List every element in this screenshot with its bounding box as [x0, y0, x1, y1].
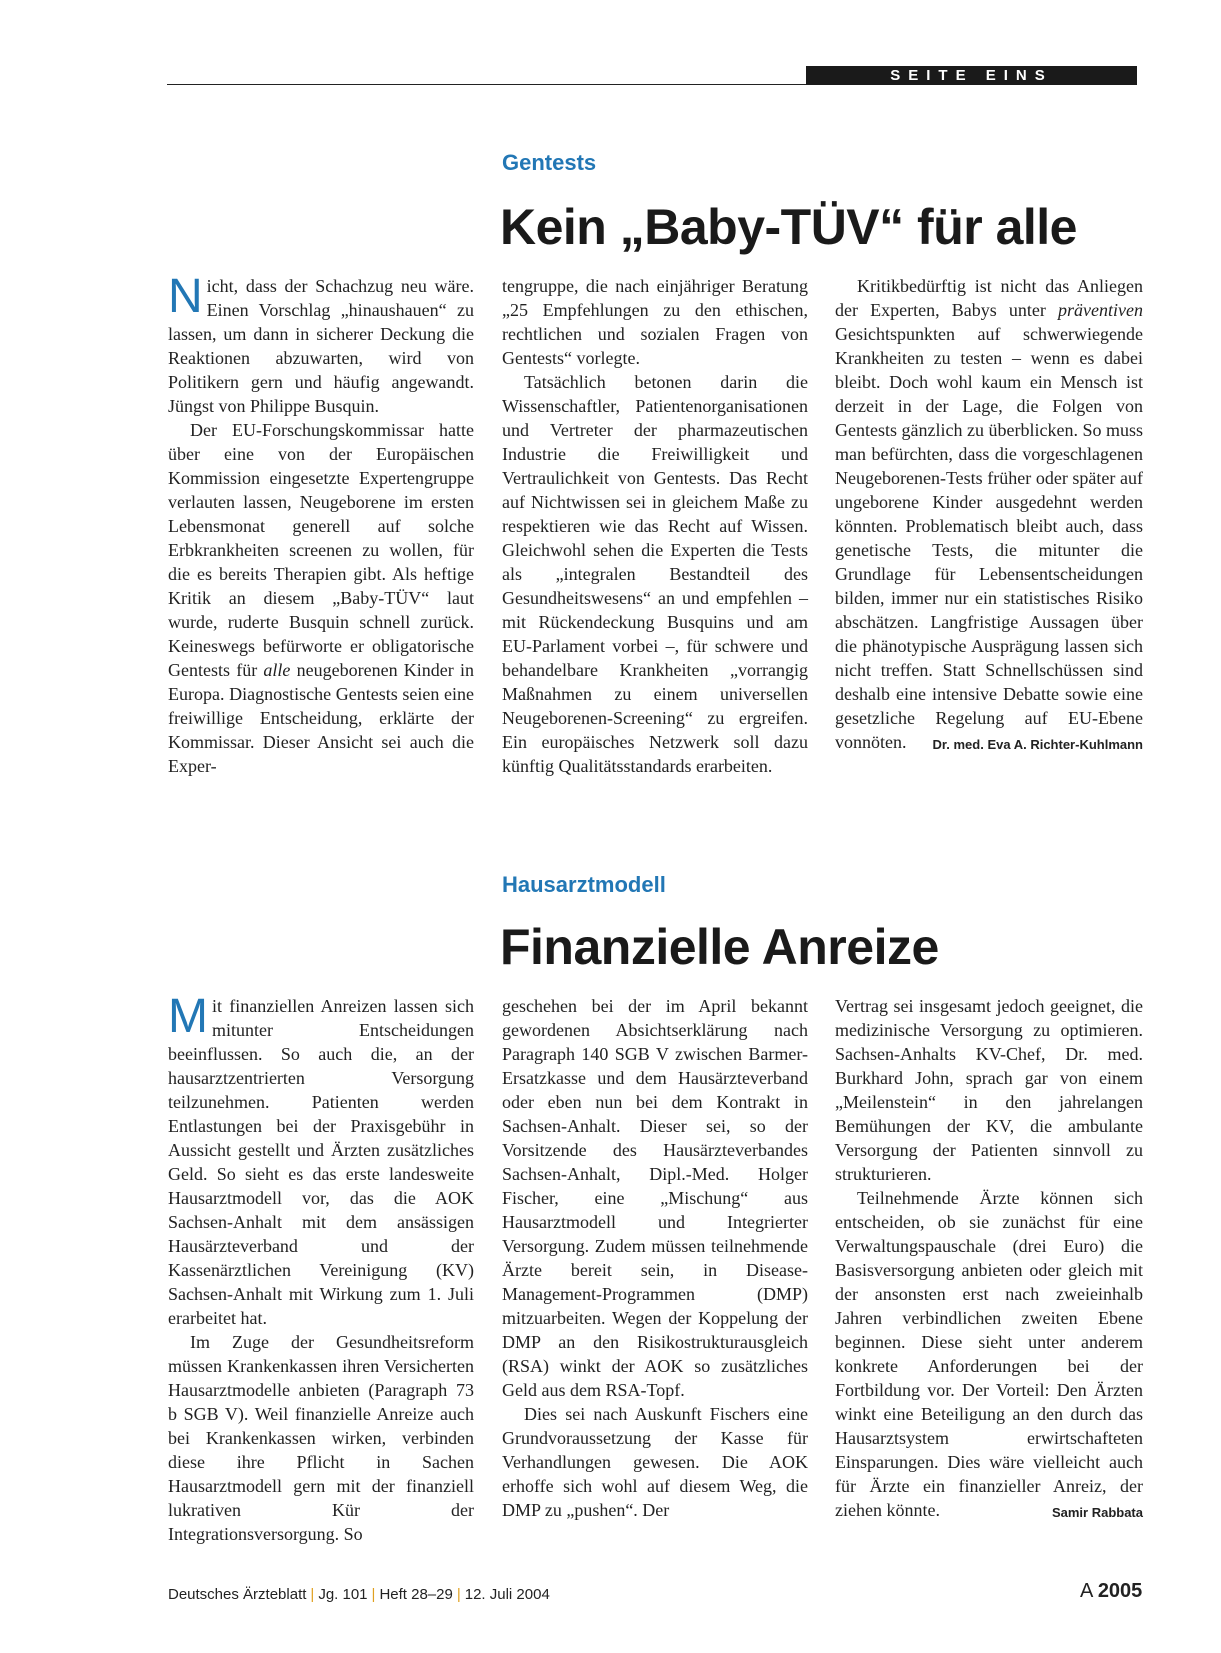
page-number-value: 2005	[1097, 1580, 1143, 1602]
article1-c1-p1-text: icht, dass der Schachzug neu wäre. Einen Vorschlag „hinaushauen“ zu lassen, um dann in sicherer Deckung die Reaktionen abzuwarten, wird von Politikern gern und häufig angewandt. Jüngst von Philippe Busquin.	[168, 276, 474, 416]
article1-kicker: Gentests	[502, 150, 597, 175]
article1-column2	[502, 274, 808, 778]
section-label: SEITE EINS	[806, 66, 1137, 85]
footer	[168, 1586, 550, 1603]
article2-c3-p2-text: Teilnehmende Ärzte können sich entscheiden, ob sie zunächst für eine Verwaltungspauschale (drei Euro) die Basisversorgung anbieten oder gleich mit der ansonsten erst nach zweieinhalb Jahren verbindlichen zweiten Ebene beginnen. Diese sieht unter anderem konkrete Anforderungen bei der Fortbildung vor. Der Vorteil: Den Ärzten winkt eine Beteiligung an den durch das Hausarztsystem erwirtschafteten Einsparungen. Dies wäre vielleicht auch für Ärzte ein finanzieller Anreiz, der ziehen könnte.	[835, 1188, 1143, 1520]
article1-c3-p1	[835, 274, 1143, 754]
article1-column1	[168, 270, 475, 778]
article1-c2-p2: Tatsächlich betonen darin die Wissenschaftler, Patientenorganisationen und Vertreter der pharmazeutischen Industrie die Freiwilligkeit und Vertraulichkeit von Gentests. Das Recht auf Nichtwissen sei in gleichem Maße zu respektieren wie das Recht auf Wissen. Gleichwohl sehen die Experten die Tests als „integralen Bestandteil des Gesundheitswesens“ an und empfehlen – mit Rückendeckung Busquins und am EU-Parlament vorbei –, für schwere und behandelbare Krankheiten „vorrangig Maßnahmen zu einem universellen Neugeborenen-Screening“ zu ergreifen. Ein europäisches Netzwerk soll dazu künftig Qualitätsstandards erarbeiten.	[502, 372, 808, 776]
article2-author: Samir Rabbata	[1051, 1505, 1143, 1520]
article1-c1-em: alle	[263, 660, 291, 680]
footer-separator: |	[371, 1586, 376, 1603]
article1-c3-em: präventiven	[1058, 300, 1143, 320]
article1-c2-p1: tengruppe, die nach einjähriger Beratung „25 Empfehlungen zu den ethischen, rechtlichen und sozialen Fragen von Gentests“ vorlegte.	[502, 276, 808, 368]
article2-column3	[835, 994, 1143, 1525]
article1-dropcap: N	[168, 270, 203, 323]
article2-dropcap: M	[168, 990, 208, 1043]
article1-c1-p1	[168, 270, 474, 418]
article2-c3-p1: Vertrag sei insgesamt jedoch geeignet, die medizinische Versorgung zu optimieren. Sachsen-Anhalts KV-Chef, Dr. med. Burkhard John, sprach gar von einem „Meilenstein“ in den jahrelangen Bemühungen der KV, die ambulante Versorgung der Patienten sinnvoll zu strukturieren.	[835, 996, 1143, 1184]
footer-date: 12. Juli 2004	[464, 1586, 550, 1603]
article2-column2	[502, 994, 808, 1522]
article2-kicker: Hausarztmodell	[502, 872, 666, 897]
article1-c3-b: Gesichtspunkten auf schwerwiegende Krankheiten zu testen – wenn es dabei bleibt. Doch wohl kaum ein Mensch ist derzeit in der Lage, die Folgen von Gentests gänzlich zu überblicken. So muss man befürchten, dass die vorgeschlagenen Neugeborenen-Tests früher oder später auf ungeborene Kinder ausgedehnt werden könnten. Problematisch bleibt auch, dass genetische Tests, die mitunter die Grundlage für Lebensentscheidungen bilden, immer nur ein statistisches Risiko abschätzen. Langfristige Aussagen über die phänotypische Ausprägung lassen sich nicht treffen. Statt Schnellschüssen sind deshalb eine intensive Debatte sowie eine gesetzliche Regelung auf EU-Ebene vonnöten.	[835, 324, 1143, 752]
article2-c3-p2	[835, 1186, 1143, 1522]
article2-c1-p1	[168, 990, 474, 1330]
article1-c1-p2b: neugeborenen Kinder in Europa. Diagnostische Gentests seien eine freiwillige Entscheidung, erklärte der Kommissar. Dieser Ansicht sei auch die Exper-	[168, 660, 475, 776]
footer-separator: |	[310, 1586, 315, 1603]
article1-c1-p2	[168, 418, 474, 778]
article1-c3-a: Kritikbedürftig ist nicht das Anliegen der Experten, Babys unter	[835, 276, 1143, 320]
article2-c1-p2: Im Zuge der Gesundheitsreform müssen Krankenkassen ihren Versicherten Hausarztmodelle anbieten (Paragraph 73 b SGB V). Weil finanzielle Anreize auch bei Krankenkassen wirken, verbinden diese ihre Pflicht in Sachen Hausarztmodell gern mit der finanziell lukrativen Kür der Integrationsversorgung. So	[168, 1332, 474, 1544]
page-prefix: A	[1080, 1580, 1093, 1602]
article1-author: Dr. med. Eva A. Richter-Kuhlmann	[932, 737, 1143, 752]
footer-volume: Jg. 101	[318, 1586, 368, 1603]
article1-column3	[835, 274, 1143, 757]
article2-headline: Finanzielle Anreize	[500, 919, 939, 975]
article1-c1-p2a: Der EU-Forschungskommissar hatte über eine von der Europäischen Kommission eingesetzte Expertengruppe verlauten lassen, Neugeborene im ersten Lebensmonat generell auf solche Erbkrankheiten screenen zu wollen, für die es bereits Therapien gibt. Als heftige Kritik an diesem „Baby-TÜV“ laut wurde, ruderte Busquin schnell zurück. Keineswegs befürworte er obligatorische Gentests für	[168, 420, 474, 680]
footer-issue: Heft 28–29	[379, 1586, 453, 1603]
footer-journal: Deutsches Ärzteblatt	[168, 1586, 307, 1603]
article2-c1-p1-text: it finanziellen Anreizen lassen sich mitunter Entscheidungen beeinflussen. So auch die, an der hausarztzentrierten Versorgung teilzunehmen. Patienten werden Entlastungen bei der Praxisgebühr in Aussicht gestellt und Ärzten zusätzliches Geld. So sieht es das erste landesweite Hausarztmodell vor, das die AOK Sachsen-Anhalt mit dem ansässigen Hausärzteverband und der Kassenärztlichen Vereinigung (KV) Sachsen-Anhalt mit Wirkung zum 1. Juli erarbeitet hat.	[168, 996, 474, 1328]
footer-separator: |	[456, 1586, 461, 1603]
page-number	[1080, 1580, 1142, 1603]
article2-c2-p1: geschehen bei der im April bekannt gewordenen Absichtserklärung nach Paragraph 140 SGB V zwischen Barmer-Ersatzkasse und dem Hausärzteverband oder eben nun bei dem Kontrakt in Sachsen-Anhalt. Dieser sei, so der Vorsitzende des Hausärzteverbandes Sachsen-Anhalt, Dipl.-Med. Holger Fischer, eine „Mischung“ aus Hausarztmodell und Integrierter Versorgung. Zudem müssen teilnehmende Ärzte bereit sein, in Disease-Management-Programmen (DMP) mitzuarbeiten. Wegen der Koppelung der DMP an den Risikostrukturausgleich (RSA) winkt der AOK so zusätzliches Geld aus dem RSA-Topf.	[502, 996, 808, 1400]
article1-headline: Kein „Baby-TÜV“ für alle	[500, 199, 1077, 255]
article2-c2-p2: Dies sei nach Auskunft Fischers eine Grundvoraussetzung der Kasse für Verhandlungen gewesen. Die AOK erhoffe sich wohl auf diesem Weg, die DMP zu „pushen“. Der	[502, 1404, 808, 1520]
article2-column1	[168, 990, 474, 1546]
